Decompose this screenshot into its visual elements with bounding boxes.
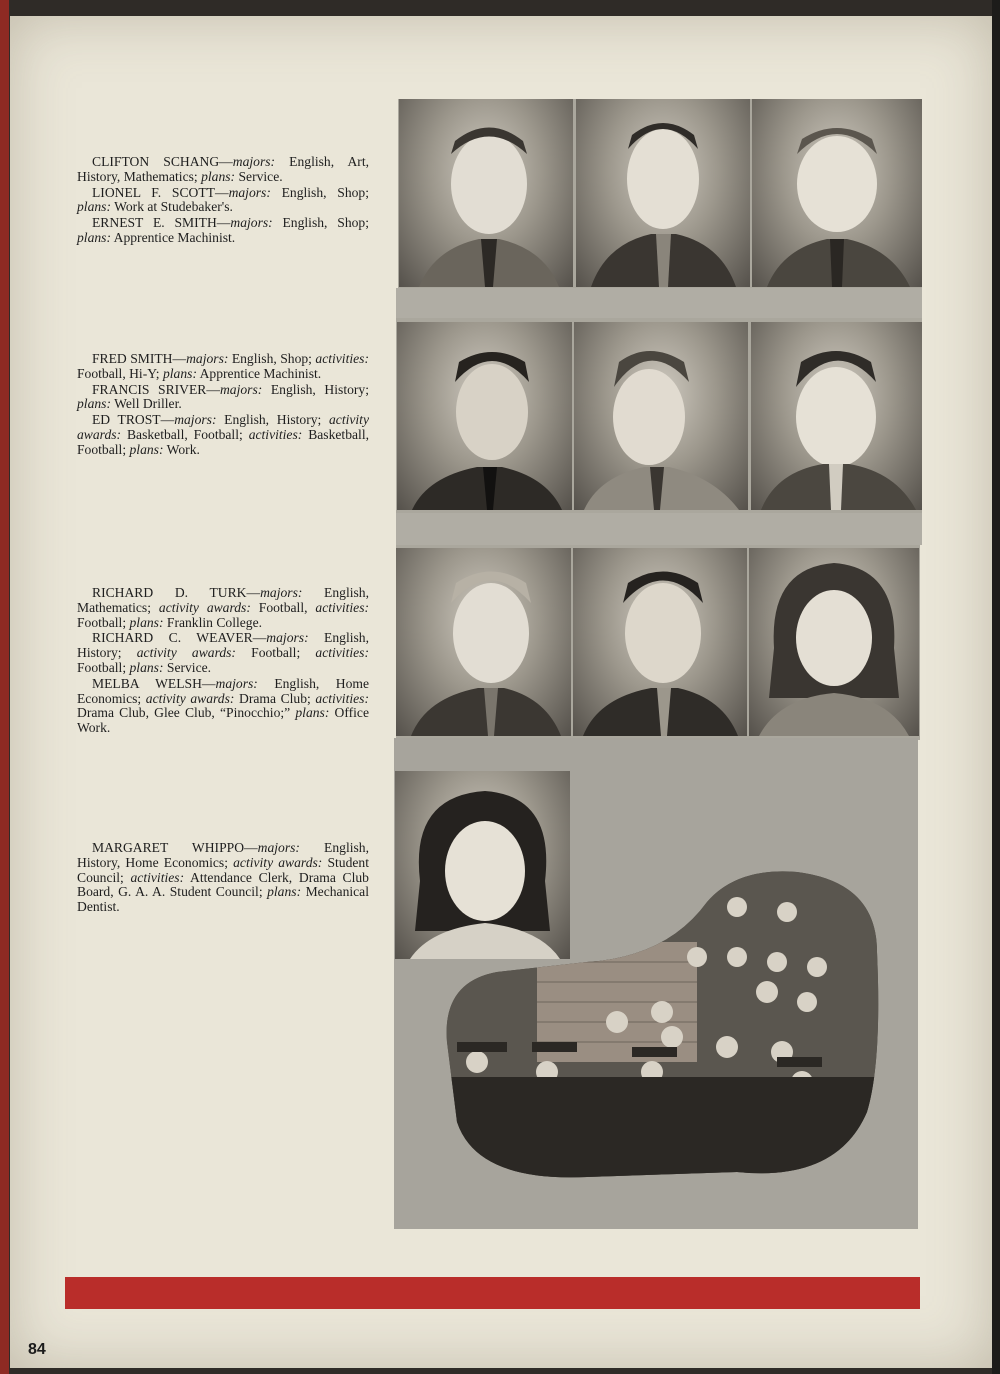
bio-richard-turk: RICHARD D. TURK—majors: English, Mathematics; activity awards: Football, activities: Football; plans: Franklin College. bbox=[77, 585, 370, 630]
portrait-francis-sriver bbox=[574, 322, 748, 510]
bio-melba-welsh: MELBA WELSH—majors: English, Home Economics; activity awards: Drama Club; activities: Drama Club, Glee Club, “Pinocchio;” plans: Office Work. bbox=[77, 675, 369, 736]
bio-richard-weaver: RICHARD C. WEAVER—majors: English, History; activity awards: Football; activities: Football; plans: Service. bbox=[77, 630, 369, 675]
bio-fred-smith: FRED SMITH—majors: English, Shop; activities: Football, Hi-Y; plans: Apprentice Machinist. bbox=[77, 351, 369, 381]
footer-accent-bar bbox=[65, 1277, 920, 1309]
binding-edge bbox=[0, 0, 9, 1374]
bio-group-1 bbox=[77, 155, 369, 247]
portrait-fred-smith bbox=[397, 322, 572, 510]
graduates-group-photo bbox=[437, 862, 887, 1187]
bio-group-2 bbox=[77, 352, 369, 459]
bio-francis-sriver: FRANCIS SRIVER—majors: English, History; plans: Well Driller. bbox=[77, 381, 369, 412]
bio-lionel-scott: LIONEL F. SCOTT—majors: English, Shop; plans: Work at Studebaker's. bbox=[77, 184, 369, 215]
bio-ernest-smith: ERNEST E. SMITH—majors: English, Shop; plans: Apprentice Machinist. bbox=[77, 215, 369, 245]
portrait-ernest-smith bbox=[752, 99, 922, 287]
portrait-clifton-schang bbox=[399, 99, 573, 287]
page-number: 84 bbox=[28, 1341, 46, 1358]
portrait-melba-welsh bbox=[749, 548, 919, 736]
row-divider bbox=[396, 288, 922, 318]
bio-group-3 bbox=[77, 586, 369, 737]
bio-clifton-schang: CLIFTON SCHANG—majors: English, Art, History, Mathematics; plans: Service. bbox=[77, 154, 369, 184]
row-divider bbox=[396, 513, 922, 545]
page-edge-shadow bbox=[992, 0, 1000, 1374]
portrait-richard-weaver bbox=[573, 548, 747, 736]
portrait-lionel-scott bbox=[576, 99, 750, 287]
portrait-richard-turk bbox=[396, 548, 571, 736]
bio-ed-trost: ED TROST—majors: English, History; activity awards: Basketball, Football; activities: Basketball, Football; plans: Work. bbox=[77, 412, 369, 457]
bio-margaret-whippo: MARGARET WHIPPO—majors: English, History, Home Economics; activity awards: Student Council; activities: Attendance Clerk, Drama Club Board, G. A. A. Student Council; plans: Mechanical Dentist. bbox=[77, 840, 369, 915]
bio-group-4 bbox=[77, 841, 369, 916]
portrait-ed-trost bbox=[751, 322, 922, 510]
